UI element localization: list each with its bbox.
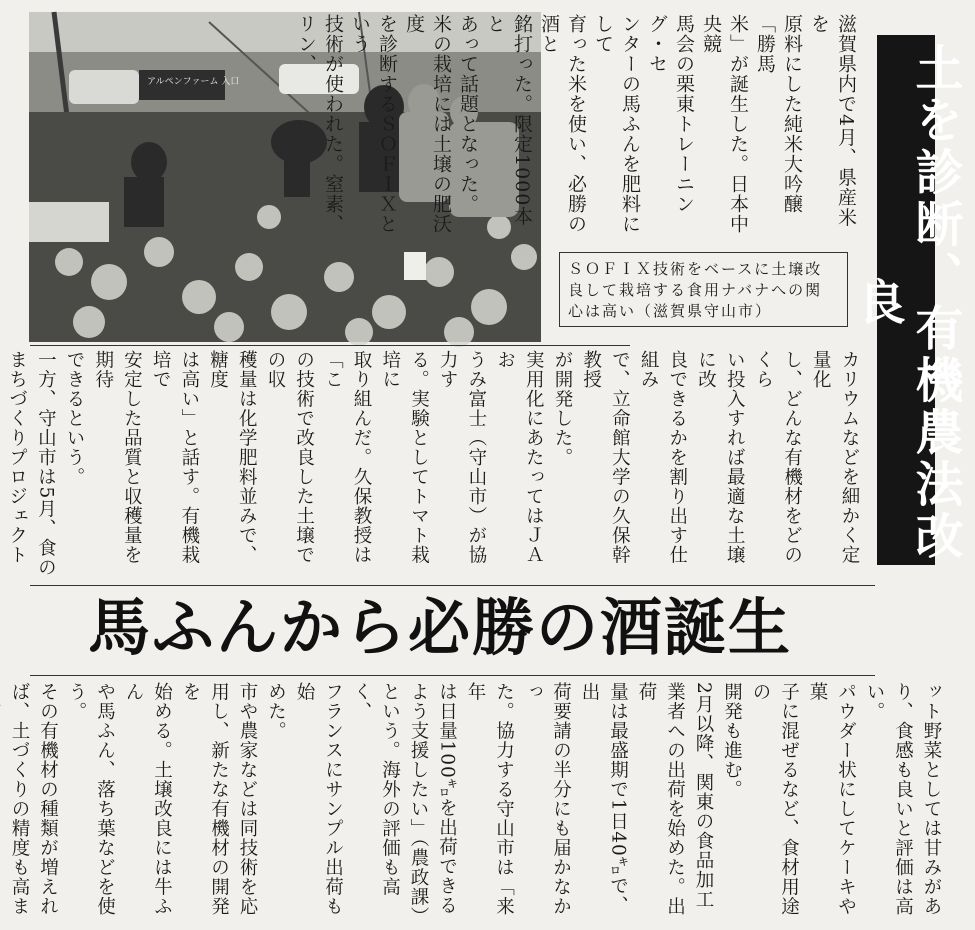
bottom-body-text bbox=[9, 682, 945, 927]
text-column: 荷要請の半分にも届かなかっ bbox=[522, 682, 572, 916]
text-column: や馬ふん、落ち葉などを使う。 bbox=[66, 682, 116, 916]
text-column: た。協力する守山市は「来年 bbox=[465, 682, 515, 916]
text-column: 育った米を使い、必勝の酒と bbox=[538, 14, 587, 234]
middle-body-text bbox=[6, 350, 863, 580]
photo-caption: ＳＯＦＩＸ技術をベースに土壌改良して栽培する食用ナバナへの関心は高い（滋賀県守山市） bbox=[559, 252, 848, 327]
text-column: し、どんな有機材をどのくら bbox=[752, 350, 803, 565]
text-column: 実用化にあたってはＪＡお bbox=[494, 350, 545, 565]
text-column: り、食感も良いと評価は高い。 bbox=[864, 682, 914, 916]
text-column: 業者への出荷を始めた。出荷 bbox=[636, 682, 686, 916]
text-column: カリウムなどを細かく定量化 bbox=[810, 350, 860, 565]
top-body-text bbox=[295, 14, 859, 244]
text-column: できるという。 bbox=[64, 350, 86, 487]
text-column: ば、土づくりの精度も高ま bbox=[9, 682, 30, 916]
text-column: 技術が使われた。窒素、リン、 bbox=[295, 14, 344, 234]
text-column: 銘打った。限定1000本と bbox=[484, 14, 533, 227]
text-column: 滋賀県内で4月、県産米を bbox=[808, 14, 857, 228]
text-column: あって話題となった。 bbox=[457, 14, 479, 214]
text-column: 米」が誕生した。日本中央競 bbox=[700, 14, 749, 234]
text-column: フランスにサンプル出荷も始 bbox=[294, 682, 344, 916]
text-column: ット野菜としては甘みがあ bbox=[921, 682, 942, 916]
text-column: という。海外の評価も高く、 bbox=[351, 682, 401, 897]
divider-line bbox=[30, 345, 630, 346]
text-column: ンターの馬ふんを肥料にして bbox=[592, 14, 641, 234]
text-column: る。実験としてトマト栽培に bbox=[379, 350, 430, 565]
text-column: は日量100㌔を出荷できる bbox=[436, 682, 458, 916]
text-column: 量は最盛期で1日40㌔で、出 bbox=[579, 682, 629, 916]
text-column: 開発も進む。 bbox=[721, 682, 743, 799]
text-column: 良できるかを割り出す仕組み bbox=[638, 350, 688, 565]
text-column: 米の栽培には土壌の肥沃度 bbox=[403, 14, 452, 234]
text-column: を診断するＳＯＦＩＸという bbox=[349, 14, 398, 234]
farm-sign-text: アルペンファーム 入口 bbox=[147, 77, 240, 87]
text-column: 用し、新たな有機材の開発を bbox=[180, 682, 230, 916]
text-column: 始める。土壌改良には牛ふん bbox=[123, 682, 173, 916]
text-column: は高い」と話す。有機栽培で bbox=[150, 350, 200, 565]
text-column: で、立命館大学の久保幹教授 bbox=[580, 350, 631, 565]
text-column: うみ富士（守山市）が協力す bbox=[437, 350, 487, 565]
text-column: 子に混ぜるなど、食材用途の bbox=[750, 682, 800, 916]
text-column: 穫量は化学肥料並みで、糖度 bbox=[207, 350, 258, 565]
text-column: めた。 bbox=[265, 682, 287, 741]
text-column: い投入すれば最適な土壌に改 bbox=[695, 350, 746, 565]
text-column: 安定した品質と収穫量を期待 bbox=[92, 350, 143, 565]
kicker-headline: 土を診断、有機農法改良 bbox=[877, 35, 935, 565]
text-column: の技術で改良した土壌での収 bbox=[264, 350, 315, 565]
text-column: 原料にした純米大吟醸「勝馬 bbox=[754, 14, 803, 214]
text-column: まちづくりプロジェクト bbox=[6, 350, 28, 565]
text-column: よう支援したい」（農政課） bbox=[408, 682, 429, 927]
text-column: 市や農家などは同技術を応 bbox=[237, 682, 258, 916]
text-column: パウダー状にしてケーキや菓 bbox=[807, 682, 857, 916]
text-column: 取り組んだ。久保教授は「こ bbox=[322, 350, 373, 565]
text-column: その有機材の種類が増えれ bbox=[37, 682, 59, 916]
main-headline: 馬ふんから必勝の酒誕生 bbox=[88, 591, 793, 664]
text-column: 2月以降、関東の食品加工 bbox=[693, 682, 714, 910]
text-column: 馬会の栗東トレーニング・セ bbox=[646, 14, 695, 214]
text-column: が開発した。 bbox=[551, 350, 573, 467]
divider-line bbox=[30, 675, 875, 676]
text-column: 一方、守山市は5月、食の bbox=[35, 350, 57, 578]
divider-line bbox=[30, 585, 875, 586]
